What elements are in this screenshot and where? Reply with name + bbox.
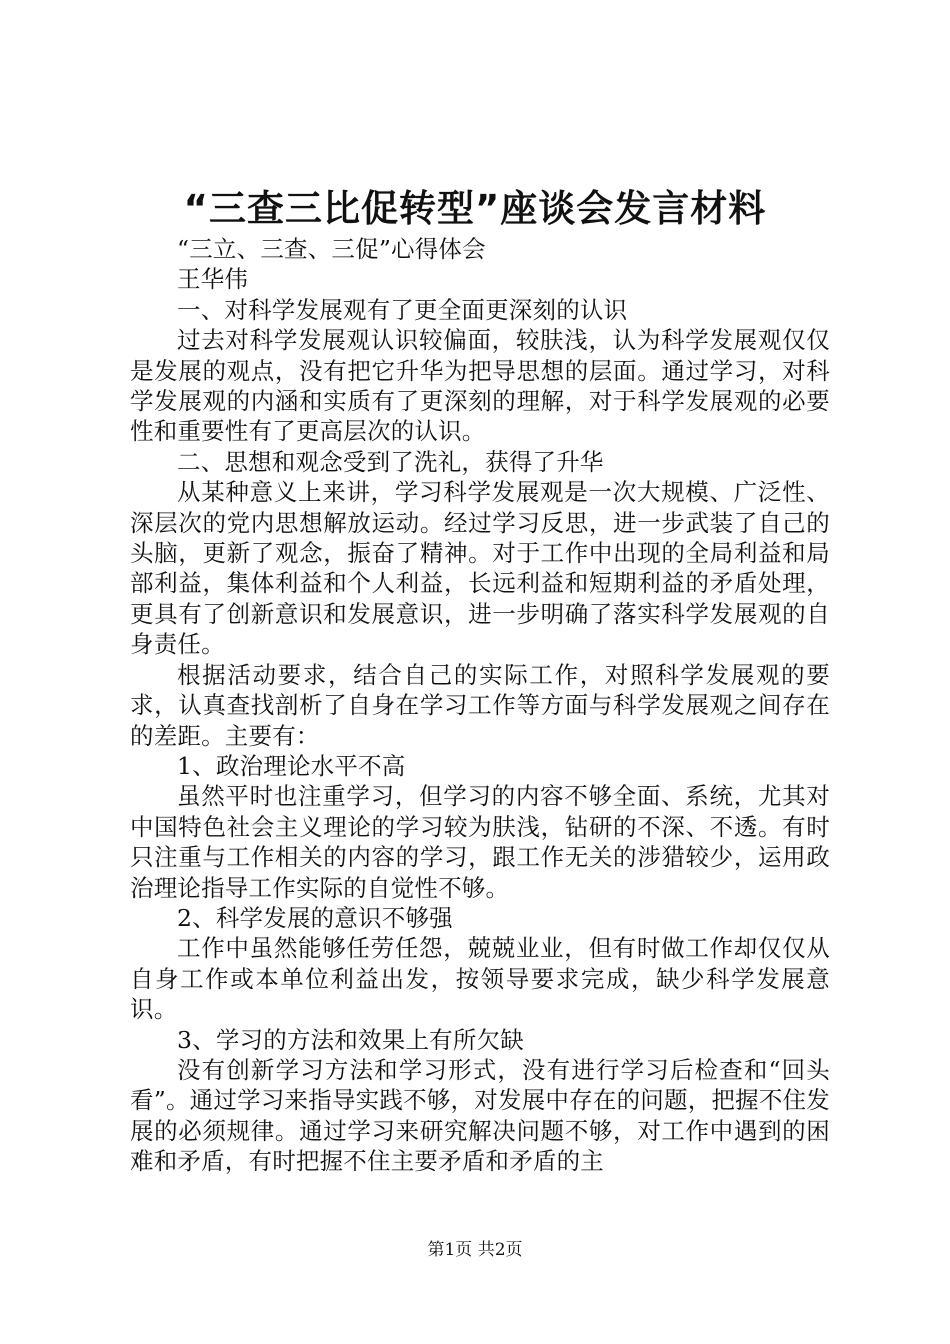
document-body xyxy=(130,234,830,1177)
body-paragraph: 虽然平时也注重学习，但学习的内容不够全面、系统，尤其对中国特色社会主义理论的学习较为肤浅，钻研的不深、不透。有时只注重与工作相关的内容的学习，跟工作无关的涉猎较少，运用政治理论指导工作实际的自觉性不够。 xyxy=(130,782,830,902)
body-paragraph: 没有创新学习方法和学习形式，没有进行学习后检查和“回头看”。通过学习来指导实践不够，对发展中存在的问题，把握不住发展的必须规律。通过学习来研究解决问题不够，对工作中遇到的困难和矛盾，有时把握不住主要矛盾和矛盾的主 xyxy=(130,1055,830,1176)
list-heading-3: 3、学习的方法和效果上有所欠缺 xyxy=(177,1025,524,1054)
document-title: “三查三比促转型”座谈会发言材料 xyxy=(183,187,767,230)
body-paragraph: 根据活动要求，结合自己的实际工作，对照科学发展观的要求，认真查找剖析了自身在学习工作等方面与科学发展观之间存在的差距。主要有： xyxy=(130,660,830,750)
page-footer: 第1页 共2页 xyxy=(427,1240,523,1260)
section-heading-1: 一、对科学发展观有了更全面更深刻的认识 xyxy=(177,295,628,324)
subtitle-paragraph: “三立、三查、三促”心得体会 xyxy=(177,235,486,263)
body-paragraph: 工作中虽然能够任劳任怨，兢兢业业，但有时做工作却仅仅从自身工作或本单位利益出发，按领导要求完成，缺少科学发展意识。 xyxy=(130,934,830,1024)
body-paragraph: 过去对科学发展观认识较偏面，较肤浅，认为科学发展观仅仅是发展的观点，没有把它升华为把导思想的层面。通过学习，对科学发展观的内涵和实质有了更深刻的理解，对于科学发展观的必要性和重要性有了更高层次的认识。 xyxy=(130,326,830,446)
author-name: 王华伟 xyxy=(177,265,249,294)
list-heading-1: 1、政治理论水平不高 xyxy=(177,751,406,780)
list-heading-2: 2、科学发展的意识不够强 xyxy=(177,903,453,932)
body-paragraph: 从某种意义上来讲，学习科学发展观是一次大规模、广泛性、深层次的党内思想解放运动。经过学习反思，进一步武装了自己的头脑，更新了观念，振奋了精神。对于工作中出现的全局利益和局部利益，集体利益和个人利益，长远利益和短期利益的矛盾处理，更具有了创新意识和发展意识，进一步明确了落实科学发展观的自身责任。 xyxy=(130,478,830,659)
section-heading-2: 二、思想和观念受到了洗礼，获得了升华 xyxy=(177,447,604,476)
